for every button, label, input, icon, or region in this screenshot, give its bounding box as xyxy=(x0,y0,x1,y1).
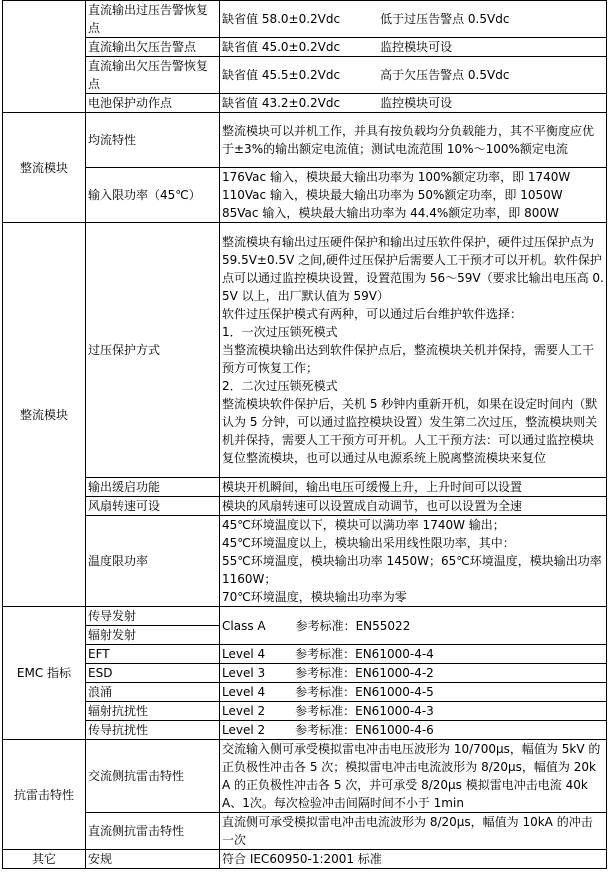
item-cell: 传导发射 xyxy=(86,607,220,626)
spec-table xyxy=(2,0,607,869)
table-row xyxy=(3,813,607,850)
desc-cell xyxy=(220,664,607,683)
desc-cell: 交流输入侧可承受模拟雷电冲击电压波形为 10/700μs，幅值为 5kV 的正负极性冲击各 5 次；模拟雷电冲击电流波形为 8/20μs，幅值为 20kA 的正负极性冲击各 5 次，并可承受 8/20μs 模拟雷电冲击电流 40kA、1次。每次检验冲击间隔时间不小于 1min xyxy=(220,740,607,813)
table-row xyxy=(3,721,607,740)
category-cell: EMC 指标 xyxy=(3,607,86,740)
table-row xyxy=(3,38,607,57)
desc-line: 55℃环境温度，模块输出功率 1450W；65℃环境温度，模块输出功率 1160W； xyxy=(222,554,602,586)
item-cell: 过压保护方式 xyxy=(86,223,220,478)
table-row xyxy=(3,478,607,497)
desc-line: 整流模块有输出过压硬件保护和输出过压软件保护，硬件过压保护点为 59.5V±0.5V 之间,硬件过压保护后需要人工干预才可以开机。软件保护点可以通过监控模块设置，设置范围为 56～59V（要求比输出电压高 0.5V 以上，出厂默认值为 59V） xyxy=(222,235,604,303)
table-row xyxy=(3,664,607,683)
item-cell: 直流侧抗雷击特性 xyxy=(86,813,220,850)
table-row xyxy=(3,740,607,813)
value-text: 缺省值 58.0±0.2Vdc xyxy=(222,12,341,26)
std-text: 参考标准：EN61000-4-6 xyxy=(295,723,434,737)
table-row xyxy=(3,223,607,478)
table-row xyxy=(3,57,607,94)
item-cell: 浪涌 xyxy=(86,683,220,702)
table-row xyxy=(3,1,607,38)
desc-cell: 符合 IEC60950-1:2001 标准 xyxy=(220,850,607,869)
table-row xyxy=(3,683,607,702)
desc-cell xyxy=(220,645,607,664)
value-cell xyxy=(220,1,607,38)
spec-table-container xyxy=(2,0,606,869)
note-text: 高于欠压告警点 0.5Vdc xyxy=(380,68,510,82)
item-cell: 风扇转速可设 xyxy=(86,497,220,516)
item-cell: 直流输出欠压告警点 xyxy=(86,38,220,57)
desc-cell xyxy=(220,607,607,645)
desc-cell xyxy=(220,721,607,740)
desc-cell xyxy=(220,168,607,223)
std-text: 参考标准：EN55022 xyxy=(295,618,411,633)
table-row xyxy=(3,497,607,516)
desc-line: 176Vac 输入，模块最大输出功率为 100%额定功率，即 1740W xyxy=(222,170,571,184)
category-cell: 其它 xyxy=(3,850,86,869)
note-text: 监控模块可设 xyxy=(380,40,453,54)
desc-line: 45℃环境温度以下，模块可以满功率 1740W 输出； xyxy=(222,518,505,532)
desc-cell: 模块的风扇转速可以设置成自动调节，也可以设置为全速 xyxy=(220,497,607,516)
note-text: 低于过压告警点 0.5Vdc xyxy=(380,12,510,26)
desc-line: 1．一次过压锁死模式 xyxy=(222,325,338,339)
table-row xyxy=(3,850,607,869)
table-row xyxy=(3,607,607,626)
desc-line: 2．二次过压锁死模式 xyxy=(222,379,338,393)
category-cell: 整流模块 xyxy=(3,223,86,607)
item-cell: 直流输出欠压告警恢复点 xyxy=(86,57,220,94)
desc-cell xyxy=(220,702,607,721)
value-text: 缺省值 45.0±0.2Vdc xyxy=(222,40,341,54)
desc-cell xyxy=(220,223,607,478)
item-cell: 输入限功率（45℃） xyxy=(86,168,220,223)
item-cell: ESD xyxy=(86,664,220,683)
item-cell: 传导抗扰性 xyxy=(86,721,220,740)
table-row xyxy=(3,702,607,721)
category-cell: 整流模块 xyxy=(3,113,86,223)
level-text: Level 4 xyxy=(222,647,266,661)
value-cell xyxy=(220,94,607,113)
std-text: 参考标准：EN61000-4-5 xyxy=(295,685,434,699)
std-text: 参考标准：EN61000-4-3 xyxy=(295,704,434,718)
category-cell: 抗雷击特性 xyxy=(3,740,86,850)
item-cell: 输出缓启功能 xyxy=(86,478,220,497)
desc-cell: 模块开机瞬间，输出电压可缓慢上升，上升时间可以设置 xyxy=(220,478,607,497)
category-cell-empty xyxy=(3,1,86,113)
value-cell xyxy=(220,38,607,57)
std-text: 参考标准：EN61000-4-2 xyxy=(295,666,434,680)
level-text: Class A xyxy=(222,618,266,633)
note-text: 监控模块可设 xyxy=(380,96,453,110)
level-text: Level 4 xyxy=(222,685,266,699)
desc-line: 软件过压保护模式有两种，可以通过后台维护软件选择： xyxy=(222,307,523,321)
level-text: Level 2 xyxy=(222,723,266,737)
desc-cell: 整流模块可以并机工作，并具有按负载均分负载能力，其不平衡度应优于±3%的输出额定电流值；测试电流范围 10%～100%额定电流 xyxy=(220,113,607,168)
desc-line: 110Vac 输入，模块最大输出功率为 50%额定功率，即 1050W xyxy=(222,188,563,202)
desc-line: 当整流模块输出达到软件保护点后，整流模块关机并保持，需要人工干预方可恢复工作； xyxy=(222,343,595,375)
value-text: 缺省值 43.2±0.2Vdc xyxy=(222,96,341,110)
desc-cell xyxy=(220,516,607,607)
level-text: Level 3 xyxy=(222,666,266,680)
table-row xyxy=(3,113,607,168)
desc-line: 整流模块软件保护后，关机 5 秒钟内重新开机，如果在设定时间内（默认为 5 分钟，可以通过监控模块设置）发生第二次过压，整流模块则关机并保持，需要人工干预方可开机。人工干预方法：可以通过监控模块复位整流模块，也可以通过从电源系统上脱离整流模块来复位 xyxy=(222,397,598,465)
item-cell: 安规 xyxy=(86,850,220,869)
desc-line: 45℃环境温度以上，模块输出采用线性限功率，其中： xyxy=(222,536,515,550)
desc-line: 70℃环境温度，模块输出功率为零 xyxy=(222,590,407,604)
table-row xyxy=(3,516,607,607)
std-text: 参考标准：EN61000-4-4 xyxy=(295,647,434,661)
desc-cell: 直流侧可承受模拟雷电冲击电流波形为 8/20μs，幅值为 10kA 的冲击一次 xyxy=(220,813,607,850)
item-cell: EFT xyxy=(86,645,220,664)
item-cell: 温度限功率 xyxy=(86,516,220,607)
item-cell: 辐射发射 xyxy=(86,626,220,645)
item-cell: 交流侧抗雷击特性 xyxy=(86,740,220,813)
item-cell: 电池保护动作点 xyxy=(86,94,220,113)
desc-line: 85Vac 输入，模块最大输出功率为 44.4%额定功率，即 800W xyxy=(222,206,559,220)
value-cell xyxy=(220,57,607,94)
desc-cell xyxy=(220,683,607,702)
table-row xyxy=(3,94,607,113)
item-cell: 辐射抗扰性 xyxy=(86,702,220,721)
table-row xyxy=(3,645,607,664)
item-cell: 直流输出过压告警恢复点 xyxy=(86,1,220,38)
value-text: 缺省值 45.5±0.2Vdc xyxy=(222,68,341,82)
item-cell: 均流特性 xyxy=(86,113,220,168)
table-row xyxy=(3,168,607,223)
level-text: Level 2 xyxy=(222,704,266,718)
